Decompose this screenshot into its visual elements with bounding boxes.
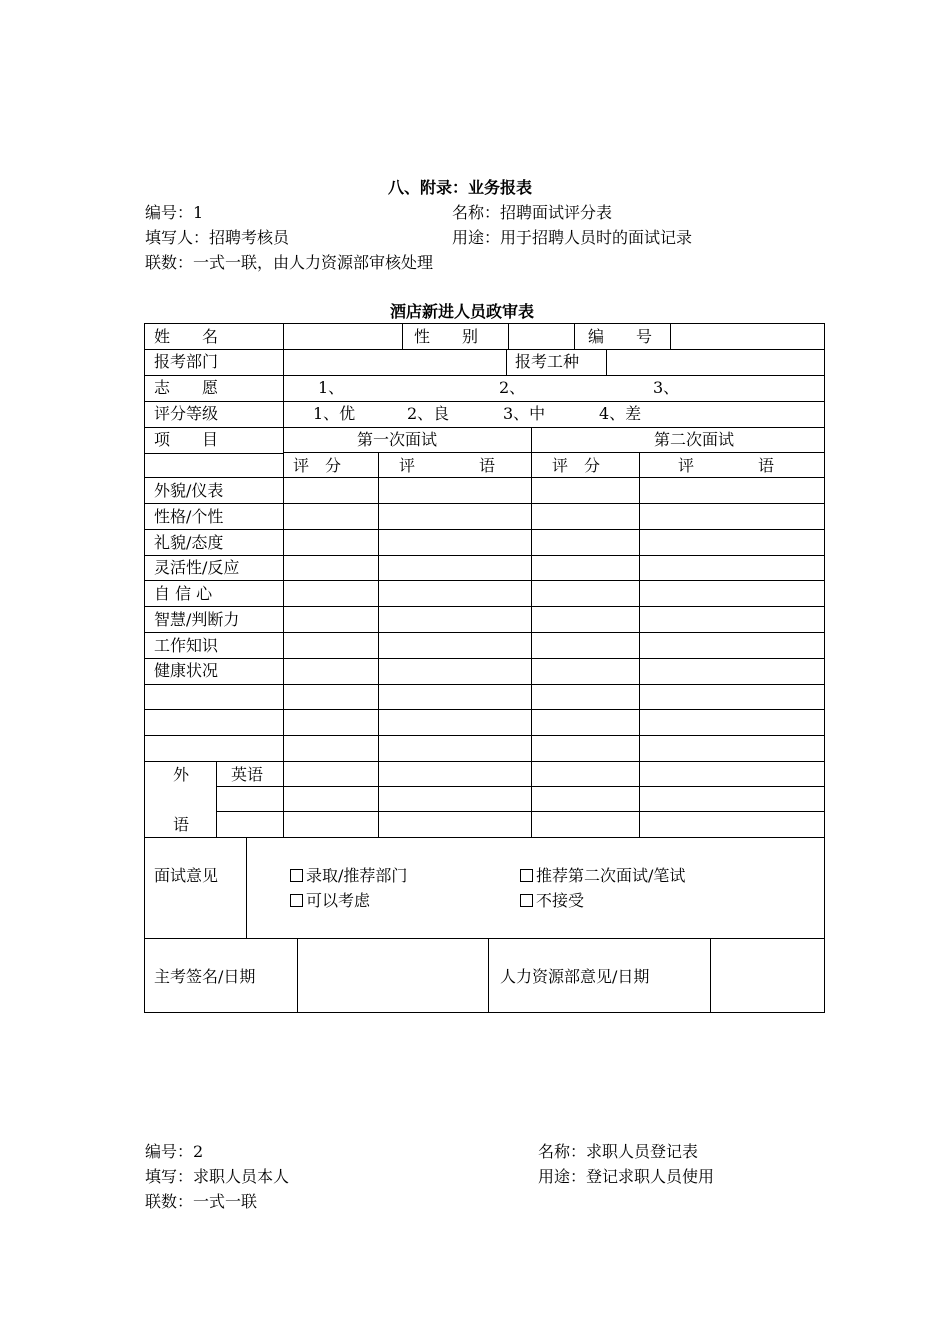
id-label: 编 号 <box>588 327 653 346</box>
checkbox-icon[interactable] <box>290 894 303 907</box>
grade-option-2: 2、良 <box>407 404 450 423</box>
dept-field[interactable] <box>290 352 500 372</box>
first-interview-header: 第一次面试 <box>357 430 438 449</box>
dept-label: 报考部门 <box>154 352 219 371</box>
job-field[interactable] <box>612 352 817 372</box>
form1-name: 名称：招聘面试评分表 <box>452 203 613 222</box>
id-field[interactable] <box>675 327 820 347</box>
item-row-label: 智慧/判断力 <box>154 610 240 629</box>
item-row-label: 自 信 心 <box>154 584 213 603</box>
form1-copies: 联数：一式一联，由人力资源部审核处理 <box>145 253 434 272</box>
name-label: 姓 名 <box>154 327 219 346</box>
grade-label: 评分等级 <box>154 404 219 423</box>
grade-option-4: 4、差 <box>599 404 642 423</box>
job-label: 报考工种 <box>515 352 580 371</box>
item-row-label: 性格/个性 <box>154 507 224 526</box>
opinion-label: 面试意见 <box>154 866 219 885</box>
option-second-label: 推荐第二次面试/笔试 <box>536 866 686 885</box>
checkbox-icon[interactable] <box>520 869 533 882</box>
wish-label: 志 愿 <box>154 378 219 397</box>
form1-number: 编号：1 <box>145 203 204 222</box>
gender-label: 性 别 <box>414 327 479 346</box>
wish-option-3: 3、 <box>653 378 680 397</box>
name-field[interactable] <box>312 327 392 347</box>
item-row-label: 健康状况 <box>154 661 219 680</box>
wish-option-1: 1、 <box>318 378 345 397</box>
item-row-label: 礼貌/态度 <box>154 533 224 552</box>
option-hire-label: 录取/推荐部门 <box>306 866 408 885</box>
checkbox-icon[interactable] <box>290 869 303 882</box>
form2-purpose: 用途：登记求职人员使用 <box>538 1167 715 1186</box>
second-comment-header: 评 语 <box>678 456 775 475</box>
option-consider-label: 可以考虑 <box>306 891 371 910</box>
examiner-sign-field[interactable] <box>302 945 482 1005</box>
option-second-interview[interactable] <box>520 866 685 886</box>
gender-field[interactable] <box>512 327 570 347</box>
form2-copies: 联数：一式一联 <box>145 1192 258 1211</box>
second-score-header: 评 分 <box>552 456 601 475</box>
first-score-header: 评 分 <box>293 456 342 475</box>
grade-option-1: 1、优 <box>313 404 356 423</box>
item-row-label: 工作知识 <box>154 636 219 655</box>
section-title: 八、附录：业务报表 <box>388 178 533 197</box>
checkbox-icon[interactable] <box>520 894 533 907</box>
hr-opinion-field[interactable] <box>715 945 819 1005</box>
foreign-language-label-1: 外 <box>173 765 190 784</box>
grade-option-3: 3、中 <box>503 404 546 423</box>
option-hire[interactable] <box>290 866 407 886</box>
option-consider[interactable] <box>290 891 370 911</box>
form2-name: 名称：求职人员登记表 <box>538 1142 699 1161</box>
examiner-sign-label: 主考签名/日期 <box>154 967 256 986</box>
form1-purpose: 用途：用于招聘人员时的面试记录 <box>452 228 693 247</box>
item-row-label: 外貌/仪表 <box>154 481 224 500</box>
hr-opinion-label: 人力资源部意见/日期 <box>500 967 650 986</box>
foreign-language-label-2: 语 <box>173 815 190 834</box>
option-reject-label: 不接受 <box>536 891 585 910</box>
wish-option-2: 2、 <box>499 378 526 397</box>
form2-filler: 填写：求职人员本人 <box>145 1167 290 1186</box>
english-label: 英语 <box>231 765 264 784</box>
form1-filler: 填写人：招聘考核员 <box>145 228 290 247</box>
second-interview-header: 第二次面试 <box>654 430 735 449</box>
item-label: 项 目 <box>154 430 219 449</box>
item-row-label: 灵活性/反应 <box>154 558 240 577</box>
option-reject[interactable] <box>520 891 584 911</box>
form2-number: 编号：2 <box>145 1142 204 1161</box>
table-title: 酒店新进人员政审表 <box>390 302 535 321</box>
first-comment-header: 评 语 <box>399 456 496 475</box>
